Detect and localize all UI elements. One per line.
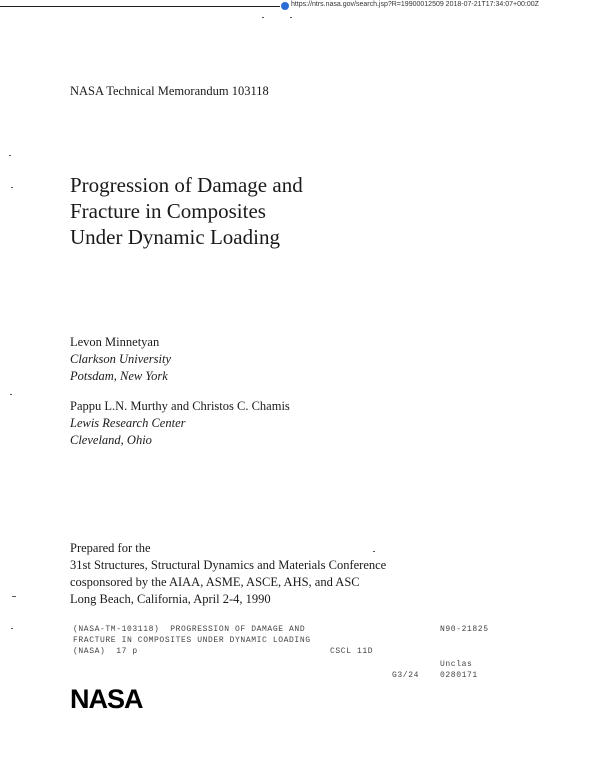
catalog-line: (NASA) 17 p [73, 647, 138, 656]
conference-line: 31st Structures, Structural Dynamics and Materials Conference [70, 558, 387, 572]
scan-speck [10, 394, 12, 395]
author-affiliation: Lewis Research Center [70, 416, 186, 430]
nasa-logo: NASA [70, 684, 143, 714]
scan-speck [290, 17, 292, 18]
conference-line: cosponsored by the AIAA, ASME, ASCE, AHS, and ASC [70, 575, 360, 589]
report-number: N90-21825 [440, 625, 489, 634]
title-line: Progression of Damage and [70, 173, 303, 197]
conference-line: Prepared for the [70, 541, 151, 555]
scan-speck [12, 596, 16, 597]
title-line: Fracture in Composites [70, 199, 266, 223]
accession-number: 0280171 [440, 671, 478, 680]
header-rule [0, 6, 280, 7]
globe-icon [281, 2, 289, 10]
document-title [70, 172, 303, 250]
conference-info [70, 540, 386, 608]
group-code: G3/24 [392, 671, 420, 680]
author-block [70, 334, 171, 385]
author-location: Potsdam, New York [70, 369, 168, 383]
author-name: Levon Minnetyan [70, 335, 160, 349]
scan-speck [11, 187, 13, 188]
author-block [70, 398, 290, 449]
author-affiliation: Clarkson University [70, 352, 172, 366]
unclassified-status: Unclas [440, 660, 473, 669]
catalog-line: (NASA-TM-103118) PROGRESSION OF DAMAGE AND [73, 625, 306, 634]
catalog-line: FRACTURE IN COMPOSITES UNDER DYNAMIC LOADING [73, 636, 311, 645]
scan-speck [262, 17, 264, 18]
title-line: Under Dynamic Loading [70, 225, 280, 249]
conference-line: Long Beach, California, April 2-4, 1990 [70, 592, 271, 606]
cscl-code: CSCL 11D [330, 647, 374, 656]
author-name: Pappu L.N. Murthy and Christos C. Chamis [70, 399, 290, 413]
memo-number: NASA Technical Memorandum 103118 [70, 84, 269, 98]
url-stamp: https://ntrs.nasa.gov/search.jsp?R=19900012509 2018-07-21T17:34:07+00:00Z [291, 1, 539, 8]
scan-speck [11, 628, 13, 629]
scan-speck [9, 155, 11, 156]
author-location: Cleveland, Ohio [70, 433, 152, 447]
